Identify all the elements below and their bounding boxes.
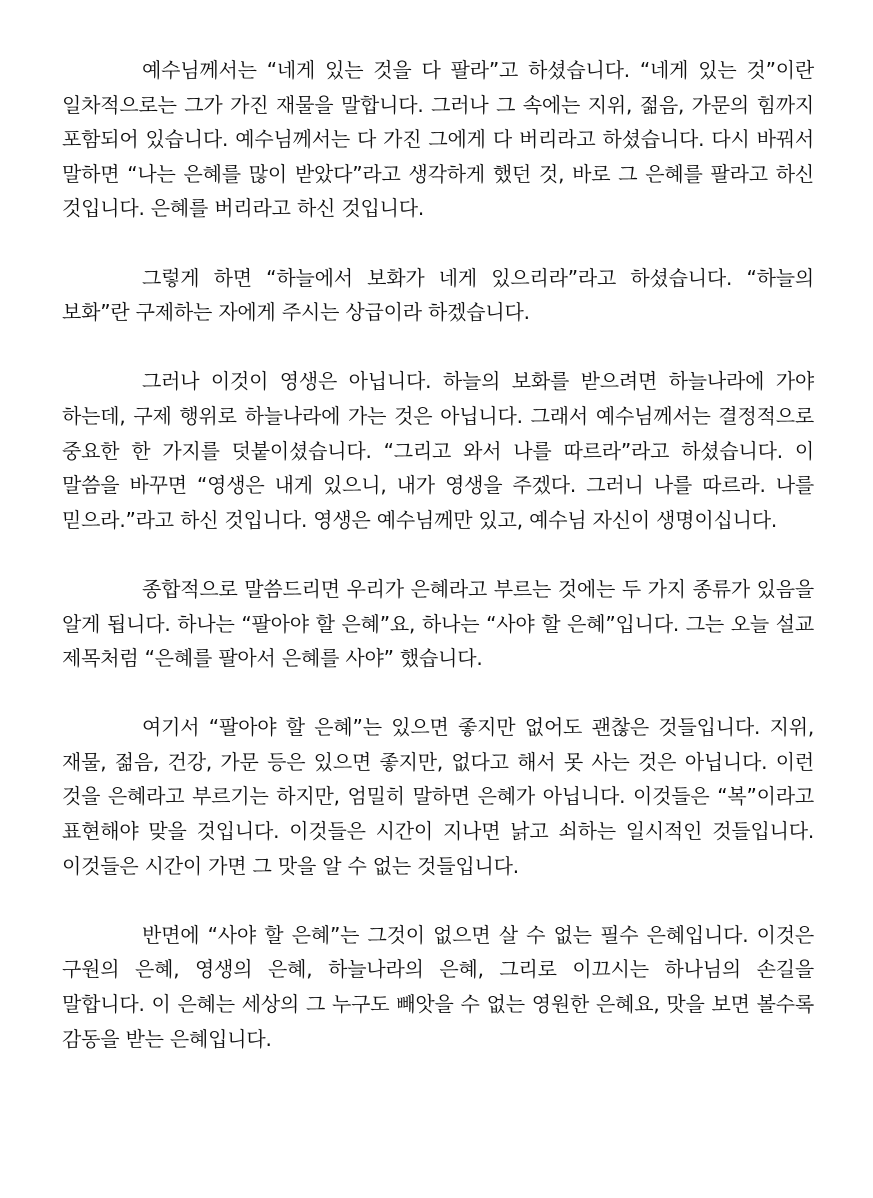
paragraph-6: 반면에 “사야 할 은혜”는 그것이 없으면 살 수 없는 필수 은혜입니다. 이것은 구원의 은혜, 영생의 은혜, 하늘나라의 은혜, 그리로 이끄시는 하나님의 손길을 말합니다. 이 은혜는 세상의 그 누구도 빼앗을 수 없는 영원한 은혜요, 맛을 보면 볼수록 감동을 받는 은혜입니다. [62,922,814,1051]
paragraph-5: 여기서 “팔아야 할 은혜”는 있으면 좋지만 없어도 괜찮은 것들입니다. 지위, 재물, 젊음, 건강, 가문 등은 있으면 좋지만, 없다고 해서 못 사는 것은 아닙니다. 이런 것을 은혜라고 부르기는 하지만, 엄밀히 말하면 은혜가 아닙니다. 이것들은 “복”이라고 표현해야 맞을 것입니다. 이것들은 시간이 지나면 낡고 쇠하는 일시적인 것들입니다. 이것들은 시간이 가면 그 맛을 알 수 없는 것들입니다. [62,715,814,878]
document-body [62,53,814,1056]
paragraph-3: 그러나 이것이 영생은 아닙니다. 하늘의 보화를 받으려면 하늘나라에 가야 하는데, 구제 행위로 하늘나라에 가는 것은 아닙니다. 그래서 예수님께서는 결정적으로 중요한 한 가지를 덧붙이셨습니다. “그리고 와서 나를 따르라”라고 하셨습니다. 이 말씀을 바꾸면 “영생은 내게 있으니, 내가 영생을 주겠다. 그러니 나를 따르라. 나를 믿으라.”라고 하신 것입니다. 영생은 예수님께만 있고, 예수님 자신이 생명이십니다. [62,369,814,532]
paragraph-4: 종합적으로 말씀드리면 우리가 은혜라고 부르는 것에는 두 가지 종류가 있음을 알게 됩니다. 하나는 “팔아야 할 은혜”요, 하나는 “사야 할 은혜”입니다. 그는 오늘 설교 제목처럼 “은혜를 팔아서 은혜를 사야” 했습니다. [62,576,814,671]
paragraph-2: 그렇게 하면 “하늘에서 보화가 네게 있으리라”라고 하셨습니다. “하늘의 보화”란 구제하는 자에게 주시는 상급이라 하겠습니다. [62,265,814,325]
paragraph-1: 예수님께서는 “네게 있는 것을 다 팔라”고 하셨습니다. “네게 있는 것”이란 일차적으로는 그가 가진 재물을 말합니다. 그러나 그 속에는 지위, 젊음, 가문의 힘까지 포함되어 있습니다. 예수님께서는 다 가진 그에게 다 버리라고 하셨습니다. 다시 바꿔서 말하면 “나는 은혜를 많이 받았다”라고 생각하게 했던 것, 바로 그 은혜를 팔라고 하신 것입니다. 은혜를 버리라고 하신 것입니다. [62,58,814,221]
